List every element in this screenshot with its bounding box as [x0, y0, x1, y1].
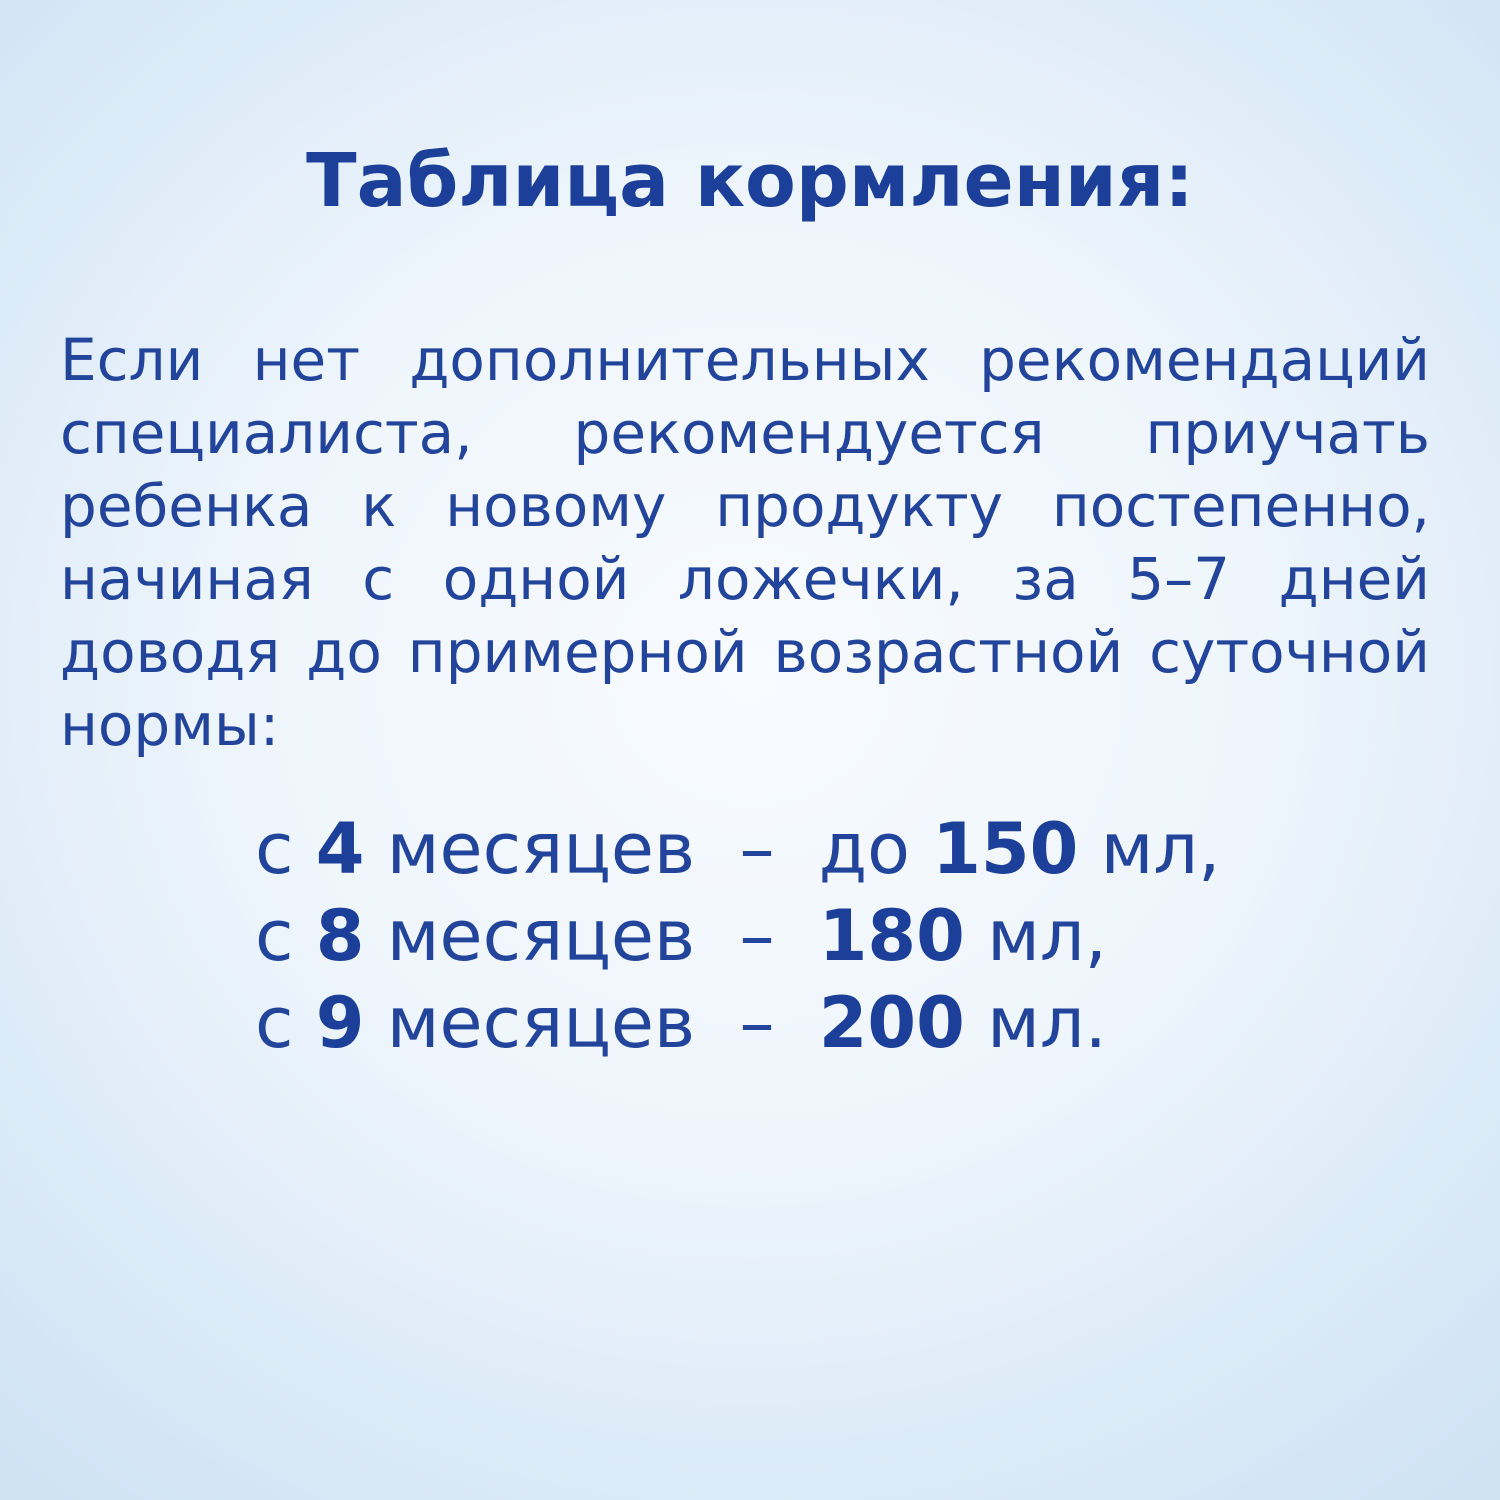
instruction-line: начиная с одной ложечки, за 5–7 дней: [60, 545, 1430, 613]
page-title: Таблица кормления:: [306, 138, 1194, 224]
norm-prefix: с: [255, 895, 294, 977]
norm-dash: –: [739, 808, 775, 890]
norm-unit: мл.: [987, 982, 1107, 1064]
daily-norms-list: [255, 806, 1220, 1067]
norm-row: [255, 806, 1220, 893]
norm-amount: 150: [932, 808, 1079, 890]
norm-row: [255, 893, 1220, 980]
norm-amount: 180: [818, 895, 965, 977]
instruction-line: специалиста, рекомендуется приучать: [60, 399, 1430, 467]
norm-age-unit: месяцев: [386, 982, 696, 1064]
norm-age: 9: [315, 982, 365, 1064]
norm-row: [255, 980, 1220, 1067]
instruction-line: ребенка к новому продукту постепенно,: [60, 472, 1430, 540]
instruction-line: доводя до примерной возрастной суточной: [60, 618, 1430, 686]
norm-age-unit: месяцев: [386, 808, 696, 890]
norm-amount: 200: [818, 982, 965, 1064]
norm-age: 8: [315, 895, 365, 977]
instruction-line: Если нет дополнительных рекомендаций: [60, 326, 1430, 394]
instruction-line: нормы:: [60, 691, 280, 759]
norm-prefix: с: [255, 982, 294, 1064]
norm-age-unit: месяцев: [386, 895, 696, 977]
feeding-instructions: [60, 324, 1430, 762]
norm-prefix: с: [255, 808, 294, 890]
norm-dash: –: [739, 982, 775, 1064]
norm-dash: –: [739, 895, 775, 977]
norm-age: 4: [315, 808, 365, 890]
norm-unit: мл,: [1100, 808, 1221, 890]
norm-unit: мл,: [987, 895, 1107, 977]
norm-pre-amount: до: [818, 808, 910, 890]
